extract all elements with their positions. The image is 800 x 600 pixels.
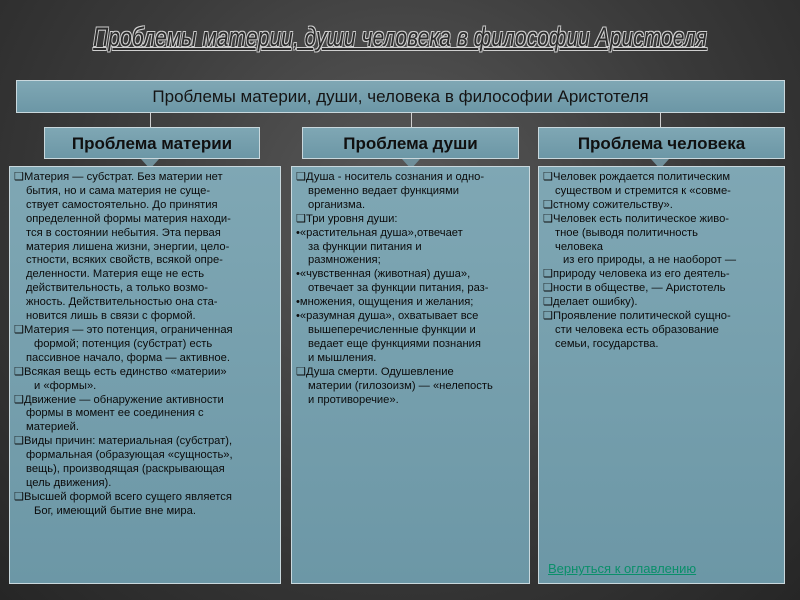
body-line: ❑природу человека из его деятель- [543, 268, 730, 281]
body-line: тся в состоянии небытия. Эта первая [26, 226, 221, 239]
column-body-soul [291, 166, 530, 584]
body-line: формой; потенция (субстрат) есть [34, 337, 213, 350]
body-line: ❑Душа - носитель сознания и одно- [296, 171, 485, 183]
column-head-soul: Проблема души [302, 127, 519, 159]
body-line: временно ведает функциями [308, 184, 460, 197]
body-line: и мышления. [308, 351, 377, 364]
body-line: существом и стремится к «совме- [555, 184, 731, 197]
back-to-contents-link[interactable]: Вернуться к оглавлению [548, 561, 697, 576]
body-line: и противоречие». [308, 393, 399, 406]
body-line: организма. [308, 198, 366, 211]
body-line: деленности. Материя еще не есть [26, 268, 205, 281]
body-line: и «формы». [34, 379, 97, 392]
body-line: формы в момент ее соединения с [26, 407, 204, 420]
column-body-matter [9, 166, 281, 584]
body-line: материи (гилозоизм) — «нелепость [308, 379, 493, 392]
body-line: материей. [26, 421, 79, 434]
body-line: ❑Проявление политической сущно- [543, 310, 731, 323]
body-line: ❑делает ошибку). [543, 296, 638, 309]
body-line: семьи, государства. [555, 337, 659, 350]
body-line: ❑Высшей формой всего сущего является [14, 490, 232, 503]
body-line: ❑стному сожительству». [543, 198, 673, 211]
body-line: новится лишь в связи с формой. [26, 310, 196, 323]
body-line: бытия, но и сама материя не суще- [26, 184, 211, 197]
body-line: из его природы, а не наоборот — [563, 254, 737, 267]
connector-line [660, 113, 661, 127]
body-line: •«растительная душа»,отвечает [296, 226, 463, 239]
connector-line [150, 113, 151, 127]
body-line: ❑Виды причин: материальная (субстрат), [14, 435, 233, 448]
body-line: формальная (образующая «сущность», [26, 449, 233, 462]
slide-title: Проблемы материи, души человека в философии Аристоеля [93, 22, 707, 52]
body-line: ❑Всякая вещь есть единство «материи» [14, 365, 227, 378]
body-line: ❑Движение — обнаружение активности [14, 393, 224, 406]
body-line: сти человека есть образование [555, 323, 719, 336]
header-box: Проблемы материи, души, человека в философии Аристотеля [16, 80, 785, 113]
body-line: ❑ности в обществе, — Аристотель [543, 282, 726, 295]
body-line: •множения, ощущения и желания; [296, 296, 474, 309]
column-head-human: Проблема человека [538, 127, 785, 159]
body-line: материя лишена жизни, энергии, цело- [26, 240, 230, 253]
body-line: вещь), производящая (раскрывающая [26, 463, 225, 476]
body-line: ❑Человек рождается политическим [543, 171, 731, 183]
body-line: ствует самостоятельно. До принятия [26, 198, 218, 211]
body-line: вышеперечисленные функции и [308, 323, 476, 336]
column-head-matter: Проблема материи [44, 127, 260, 159]
body-line: за функции питания и [308, 240, 422, 253]
body-line: размножения; [308, 254, 381, 267]
body-line: определенной формы материя находи- [26, 212, 231, 225]
body-line: жность. Действительностью она ста- [26, 296, 218, 309]
body-line: тное (выводя политичность [555, 226, 699, 239]
body-line: стности, всяких свойств, всякой опре- [26, 254, 223, 267]
column-body-human [538, 166, 785, 584]
body-line: ❑Материя — субстрат. Без материи нет [14, 171, 223, 183]
body-line: ❑Материя — это потенция, ограниченная [14, 323, 233, 336]
body-line: ❑Душа смерти. Одушевление [296, 365, 454, 378]
body-line: Бог, имеющий бытие вне мира. [34, 504, 196, 517]
connector-line [411, 113, 412, 127]
body-line: ❑Три уровня души: [296, 212, 398, 225]
body-line: ведает еще функциями познания [308, 337, 481, 350]
body-line: •«чувственная (животная) душа», [296, 268, 471, 281]
body-line: •«разумная душа», охватывает все [296, 310, 479, 323]
body-line: действительность, а только возмо- [26, 282, 208, 295]
body-line: человека [555, 240, 603, 253]
body-line: ❑Человек есть политическое живо- [543, 212, 730, 225]
body-line: цель движения). [26, 476, 112, 489]
body-line: отвечает за функции питания, раз- [308, 282, 489, 295]
body-line: пассивное начало, форма — активное. [26, 351, 230, 364]
